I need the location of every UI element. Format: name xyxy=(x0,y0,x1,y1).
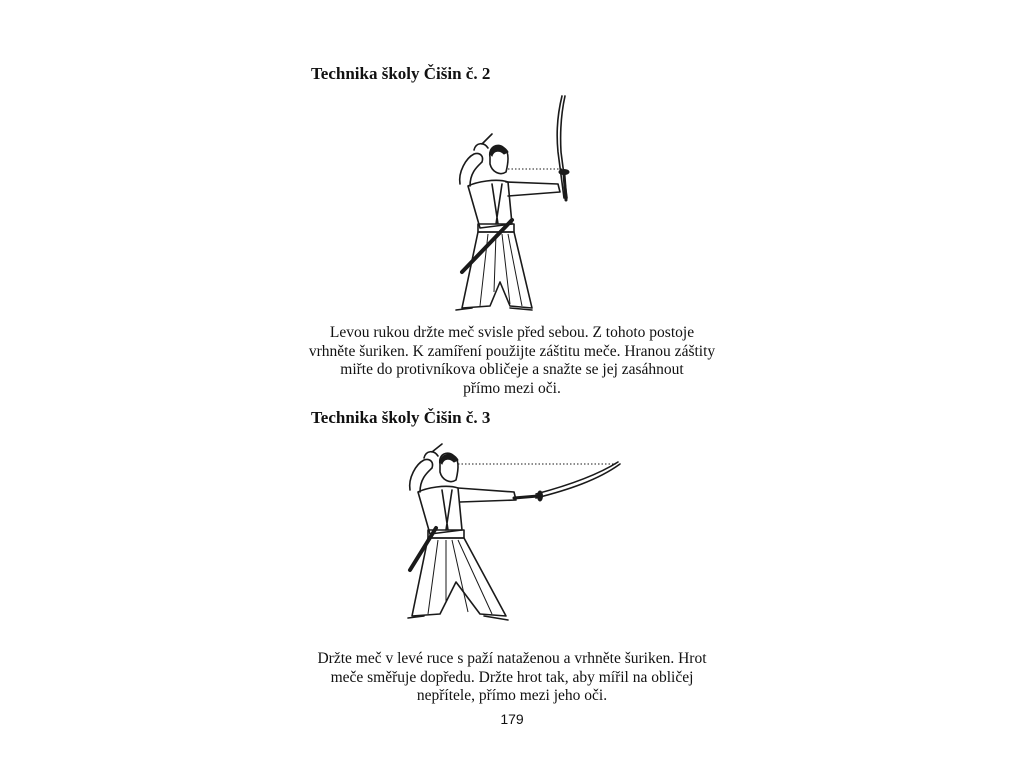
caption-line: vrhněte šuriken. K zamíření použijte záštitu meče. Hranou záštity xyxy=(308,342,716,360)
illustration-forward-sword-stance xyxy=(396,442,626,624)
section-heading-technique-3: Technika školy Čišin č. 3 xyxy=(311,408,491,427)
caption-line: Levou rukou držte meč svisle před sebou. Z tohoto postoje xyxy=(329,324,695,341)
caption-line: meče směřuje dopředu. Držte hrot tak, aby mířil na obličej xyxy=(330,668,694,686)
caption-technique-3 xyxy=(300,650,724,706)
section-heading-technique-2: Technika školy Čišin č. 2 xyxy=(311,64,491,83)
caption-line: Držte meč v levé ruce s paží nataženou a vrhněte šuriken. Hrot xyxy=(317,650,707,667)
caption-line: přímo mezi oči. xyxy=(463,379,561,397)
page-number: 179 xyxy=(500,711,524,727)
caption-line: miřte do protivníkova obličeje a snažte se jej zasáhnout xyxy=(340,361,684,378)
illustration-vertical-sword-stance xyxy=(440,92,590,316)
caption-technique-2 xyxy=(300,324,724,398)
caption-line: nepřítele, přímo mezi jeho oči. xyxy=(416,687,608,704)
